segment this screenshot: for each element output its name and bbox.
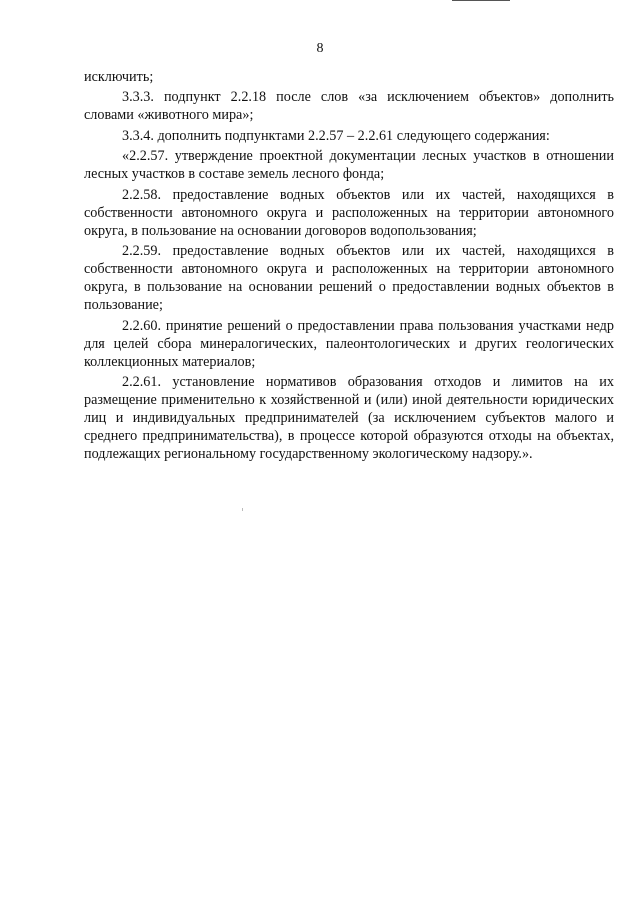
document-body	[84, 68, 614, 466]
scan-edge-mark	[452, 0, 510, 1]
paragraph-3-3-3: 3.3.3. подпункт 2.2.18 после слов «за исключением объектов» дополнить словами «животного мира»;	[84, 89, 614, 123]
paragraph-2-2-60: 2.2.60. принятие решений о предоставлении права пользования участками недр для целей сбора минералогических, палеонтологических и других геологических коллекционных материалов;	[84, 317, 614, 370]
paragraph-2-2-61: 2.2.61. установление нормативов образования отходов и лимитов на их размещение применительно к хозяйственной и (или) иной деятельности юридических лиц и индивидуальных предпринимателей (за исключением субъектов малого и среднего предпринимательства), в процессе которой образуются отходы на объектах, подлежащих региональному государственному экологическому надзору.».	[84, 374, 614, 462]
paragraph-2-2-58: 2.2.58. предоставление водных объектов или их частей, находящихся в собственности автономного округа и расположенных на территории автономного округа, в пользование на основании договоров водопользования;	[84, 186, 614, 239]
paragraph-2-2-59: 2.2.59. предоставление водных объектов или их частей, находящихся в собственности автономного округа и расположенных на территории автономного округа, в пользование на основании решений о предоставлении водных объектов в пользование;	[84, 243, 614, 313]
paragraph-exclude: исключить;	[84, 69, 154, 85]
paragraph-3-3-4: 3.3.4. дополнить подпунктами 2.2.57 – 2.2.61 следующего содержания:	[122, 127, 550, 144]
paragraph-2-2-57: «2.2.57. утверждение проектной документации лесных участков в отношении лесных участков в составе земель лесного фонда;	[84, 148, 614, 182]
scan-speck	[242, 508, 243, 511]
page-number: 8	[316, 41, 324, 56]
